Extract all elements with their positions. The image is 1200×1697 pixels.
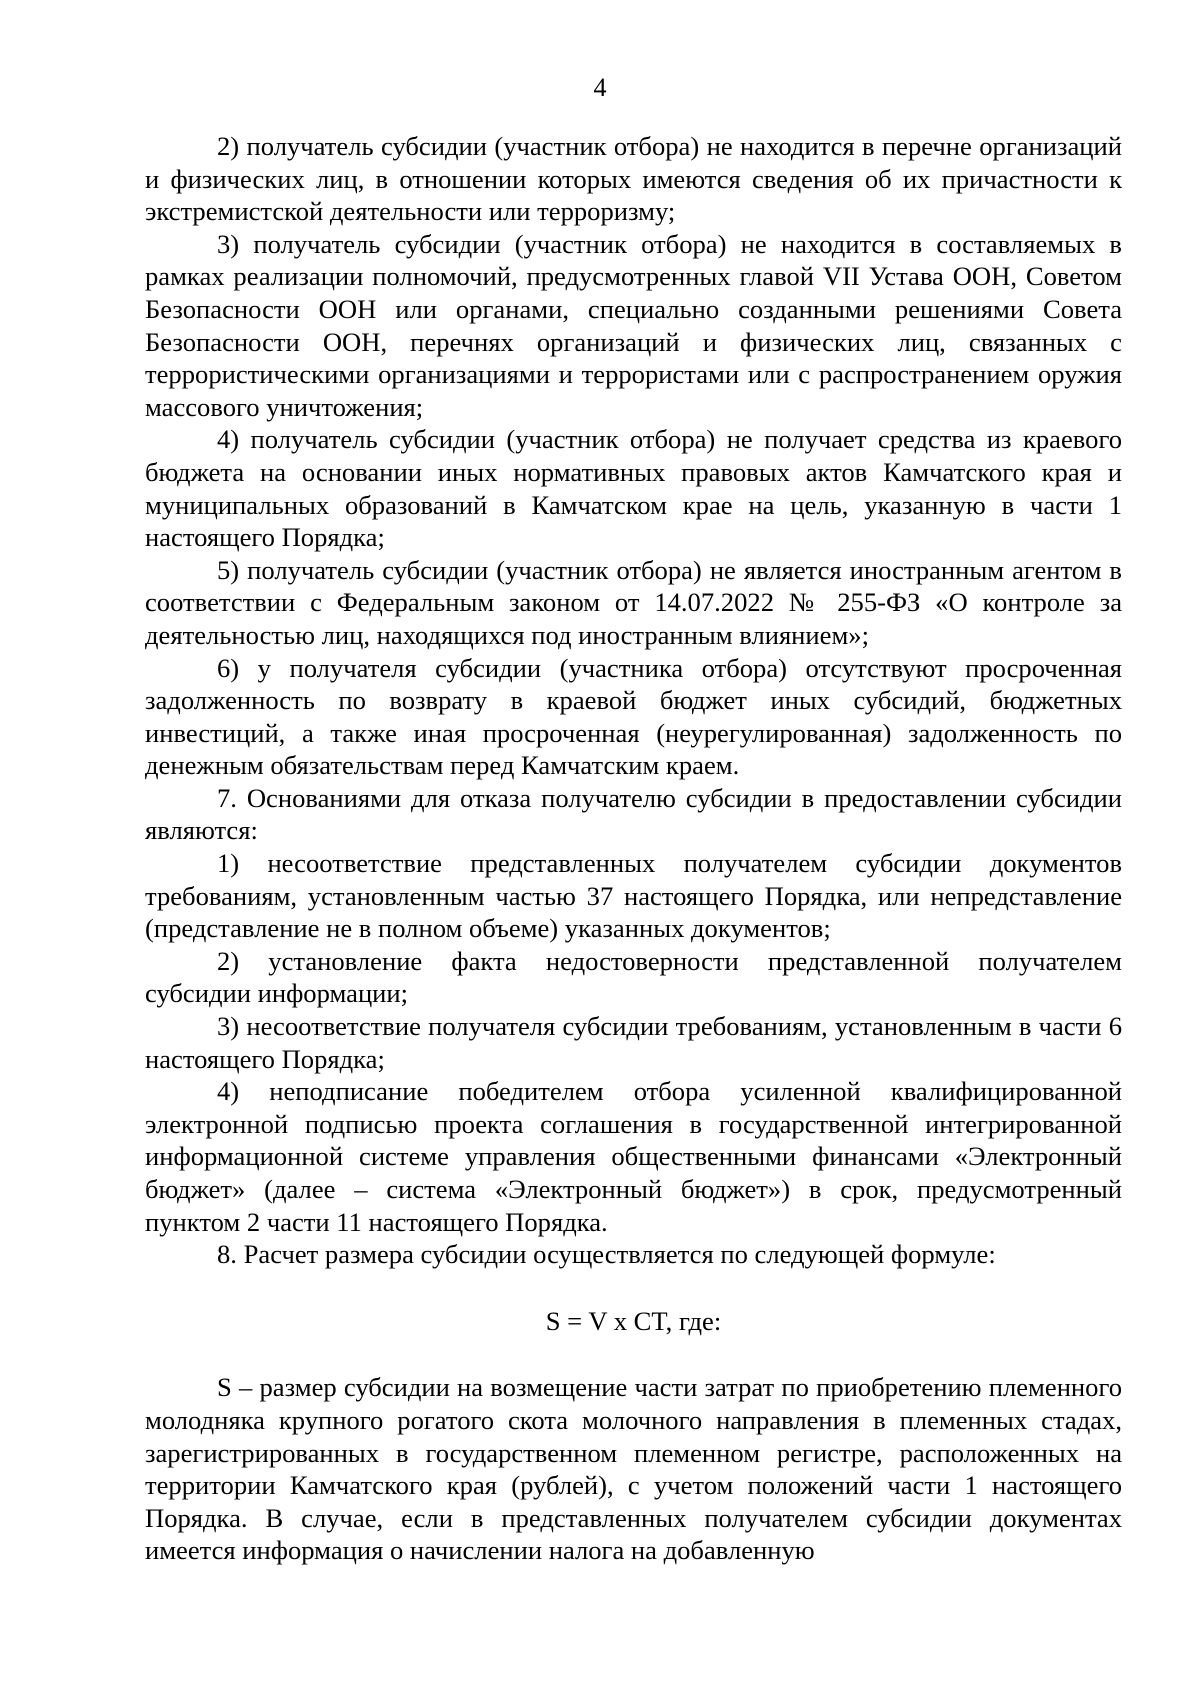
paragraph-item-2: 2) получатель субсидии (участник отбора) не находится в перечне организаций и физических лиц, в отношении которых имеются сведения об их причастности к экстремистской деятельности или терроризму; <box>145 131 1122 227</box>
formula-definition: S – размер субсидии на возмещение части затрат по приобретению племенного молодняка крупного рогатого скота молочного направления в племенных стадах, зарегистрированных в государственном племенном регистре, расположенных на территории Камчатского края (рублей), с учетом положений части 1 настоящего Порядка. В случае, если в представленных получателем субсидии документах имеется информация о начислении налога на добавленную <box>145 1372 1122 1566</box>
paragraph-refusal-4: 4) неподписание победителем отбора усиленной квалифицированной электронной подписью проекта соглашения в государственной интегрированной информационной системе управления общественными финансами «Электронный бюджет» (далее – система «Электронный бюджет») в срок, предусмотренный пунктом 2 части 11 настоящего Порядка. <box>145 1076 1122 1237</box>
page-number: 4 <box>593 73 607 102</box>
document-body <box>145 130 1122 1567</box>
paragraph-refusal-1: 1) несоответствие представленных получателем субсидии документов требованиям, установленным частью 37 настоящего Порядка, или непредставление (представление не в полном объеме) указанных документов; <box>145 848 1122 944</box>
paragraph-section-8: 8. Расчет размера субсидии осуществляется по следующей формуле: <box>217 1239 996 1270</box>
paragraph-section-7: 7. Основаниями для отказа получателю субсидии в предоставлении субсидии являются: <box>145 782 1122 846</box>
paragraph-item-6: 6) у получателя субсидии (участника отбора) отсутствуют просроченная задолженность по возврату в краевой бюджет иных субсидий, бюджетных инвестиций, а также иная просроченная (неурегулированная) задолженность по денежным обязательствам перед Камчатским краем. <box>145 652 1122 781</box>
paragraph-item-5: 5) получатель субсидии (участник отбора) не является иностранным агентом в соответствии с Федеральным законом от 14.07.2022 № 255-ФЗ «О контроле за деятельностью лиц, находящихся под иностранным влиянием»; <box>145 554 1122 650</box>
subsidy-formula: S = V x CT, где: <box>545 1305 722 1336</box>
paragraph-refusal-3: 3) несоответствие получателя субсидии требованиям, установленным в части 6 настоящего Порядка; <box>145 1011 1122 1074</box>
paragraph-item-4: 4) получатель субсидии (участник отбора) не получает средства из краевого бюджета на основании иных нормативных правовых актов Камчатского края и муниципальных образований в Камчатском крае на цель, указанную в части 1 настоящего Порядка; <box>145 424 1122 553</box>
paragraph-refusal-2: 2) установление факта недостоверности представленной получателем субсидии информации; <box>145 945 1122 1009</box>
paragraph-item-3: 3) получатель субсидии (участник отбора) не находится в составляемых в рамках реализации полномочий, предусмотренных главой VII Устава ООН, Советом Безопасности ООН или органами, специально созданными решениями Совета Безопасности ООН, перечнях организаций и физических лиц, связанных с террористическими организациями и террористами или с распространением оружия массового уничтожения; <box>145 228 1122 422</box>
